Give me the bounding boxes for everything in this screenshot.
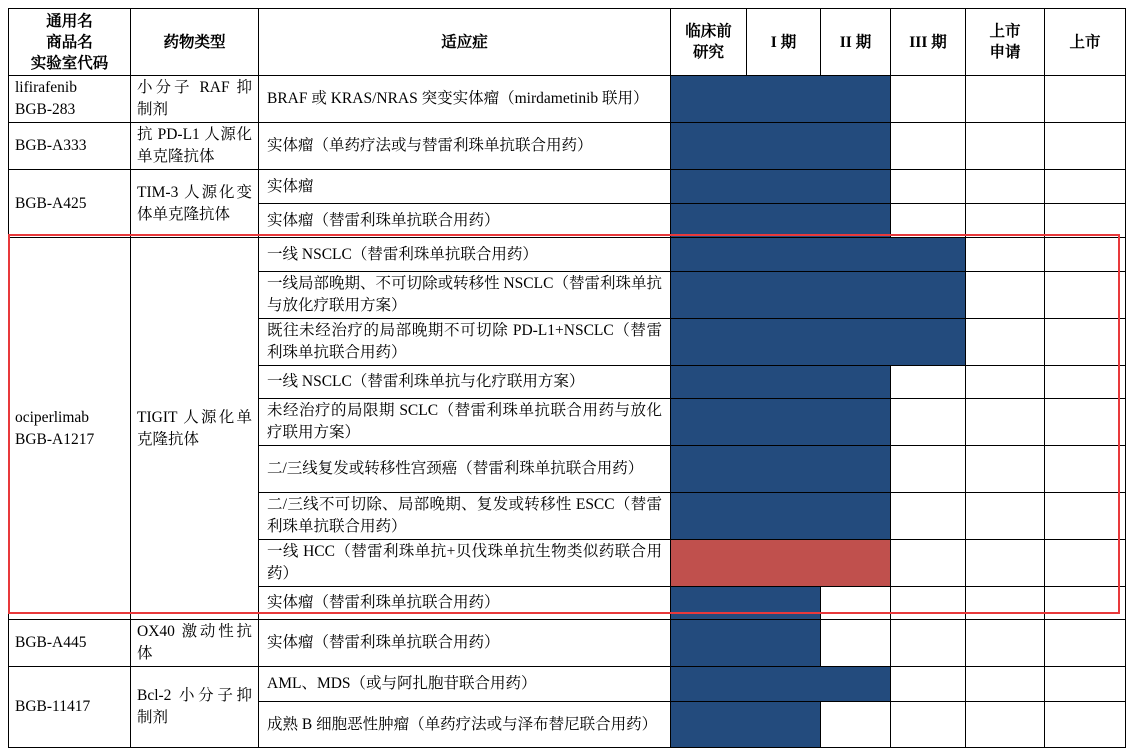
indication: 一线 NSCLC（替雷利珠单抗联合用药）	[259, 238, 671, 272]
phase-progress-bar	[821, 399, 891, 446]
phase-cell-empty	[891, 620, 966, 667]
phase-cell-empty	[1045, 76, 1126, 123]
phase-progress-bar	[821, 238, 891, 272]
phase-progress-bar	[821, 366, 891, 399]
indication: AML、MDS（或与阿扎胞苷联合用药）	[259, 667, 671, 702]
phase-progress-bar	[747, 540, 821, 587]
phase-progress-bar	[747, 319, 821, 366]
phase-cell-empty	[966, 170, 1045, 204]
phase-progress-bar	[821, 319, 891, 366]
phase-progress-bar	[671, 399, 747, 446]
header-phase-1: I 期	[747, 9, 821, 76]
indication: 既往未经治疗的局部晚期不可切除 PD-L1+NSCLC（替雷利珠单抗联合用药）	[259, 319, 671, 366]
indication: BRAF 或 KRAS/NRAS 突变实体瘤（mirdametinib 联用）	[259, 76, 671, 123]
phase-cell-empty	[1045, 204, 1126, 238]
phase-cell-empty	[821, 587, 891, 620]
phase-progress-bar	[821, 540, 891, 587]
phase-cell-empty	[966, 587, 1045, 620]
drug-type: 抗 PD-L1 人源化单克隆抗体	[131, 123, 259, 170]
phase-cell-empty	[1045, 238, 1126, 272]
header-name-line: 实验室代码	[30, 54, 109, 72]
phase-cell-empty	[891, 123, 966, 170]
phase-cell-empty	[966, 702, 1045, 748]
phase-progress-bar	[821, 204, 891, 238]
phase-cell-empty	[891, 587, 966, 620]
phase-cell-empty	[966, 123, 1045, 170]
phase-cell-empty	[891, 446, 966, 493]
drug-type: 小分子 RAF 抑制剂	[131, 76, 259, 123]
phase-progress-bar	[747, 620, 821, 667]
phase-cell-empty	[966, 620, 1045, 667]
drug-name-line: BGB-283	[15, 101, 76, 118]
header-phase-preclinical	[671, 9, 747, 76]
phase-cell-empty	[966, 238, 1045, 272]
pipeline-body	[9, 76, 1126, 748]
phase-cell-empty	[891, 540, 966, 587]
phase-progress-bar	[671, 123, 747, 170]
phase-progress-bar	[671, 76, 747, 123]
phase-progress-bar	[821, 76, 891, 123]
phase-cell-empty	[1045, 620, 1126, 667]
header-name	[9, 9, 131, 76]
table-row	[9, 238, 1126, 272]
phase-progress-bar	[671, 667, 747, 702]
header-phase-line: 上市	[989, 23, 1021, 40]
phase-cell-empty	[1045, 667, 1126, 702]
phase-progress-bar	[821, 667, 891, 702]
drug-name-cell	[9, 76, 131, 123]
drug-name-line: BGB-11417	[15, 698, 91, 715]
drug-type: OX40 激动性抗体	[131, 620, 259, 667]
phase-progress-bar	[747, 170, 821, 204]
phase-progress-bar	[747, 76, 821, 123]
indication: 一线 NSCLC（替雷利珠单抗与化疗联用方案）	[259, 366, 671, 399]
drug-name-line: BGB-A333	[15, 137, 87, 154]
phase-progress-bar	[747, 204, 821, 238]
phase-cell-empty	[966, 399, 1045, 446]
phase-cell-empty	[821, 702, 891, 748]
header-phase-line: 研究	[692, 44, 724, 61]
phase-progress-bar	[747, 272, 821, 319]
drug-name-line: BGB-A445	[15, 634, 87, 651]
phase-progress-bar	[891, 272, 966, 319]
phase-progress-bar	[821, 170, 891, 204]
phase-progress-bar	[671, 587, 747, 620]
drug-type: TIM-3 人源化变体单克隆抗体	[131, 170, 259, 238]
phase-cell-empty	[1045, 170, 1126, 204]
phase-progress-bar	[891, 319, 966, 366]
phase-cell-empty	[891, 667, 966, 702]
drug-name-cell	[9, 620, 131, 667]
indication: 实体瘤	[259, 170, 671, 204]
phase-cell-empty	[891, 76, 966, 123]
phase-cell-empty	[891, 399, 966, 446]
table-row	[9, 123, 1126, 170]
phase-progress-bar	[821, 493, 891, 540]
phase-progress-bar	[671, 170, 747, 204]
drug-name-cell	[9, 123, 131, 170]
phase-progress-bar	[747, 667, 821, 702]
header-row	[9, 9, 1126, 76]
indication: 实体瘤（替雷利珠单抗联合用药）	[259, 587, 671, 620]
phase-cell-empty	[891, 366, 966, 399]
indication: 成熟 B 细胞恶性肿瘤（单药疗法或与泽布替尼联合用药）	[259, 702, 671, 748]
drug-type: TIGIT 人源化单克隆抗体	[131, 238, 259, 620]
phase-progress-bar	[747, 493, 821, 540]
phase-cell-empty	[966, 204, 1045, 238]
table-row	[9, 76, 1126, 123]
phase-progress-bar	[671, 238, 747, 272]
phase-progress-bar	[671, 366, 747, 399]
phase-progress-bar	[821, 272, 891, 319]
phase-progress-bar	[671, 319, 747, 366]
phase-progress-bar	[671, 493, 747, 540]
phase-cell-empty	[891, 204, 966, 238]
header-name-line: 商品名	[46, 33, 93, 51]
drug-name-line: BGB-A425	[15, 194, 87, 212]
indication: 二/三线不可切除、局部晚期、复发或转移性 ESCC（替雷利珠单抗联合用药）	[259, 493, 671, 540]
indication: 实体瘤（替雷利珠单抗联合用药）	[259, 620, 671, 667]
phase-progress-bar	[747, 123, 821, 170]
header-phase-line: 申请	[989, 44, 1021, 61]
drug-name-cell	[9, 667, 131, 748]
phase-progress-bar	[671, 204, 747, 238]
phase-progress-bar	[747, 238, 821, 272]
header-phase-3: III 期	[891, 9, 966, 76]
phase-cell-empty	[966, 540, 1045, 587]
phase-cell-empty	[966, 446, 1045, 493]
phase-cell-empty	[1045, 366, 1126, 399]
phase-cell-empty	[1045, 272, 1126, 319]
header-type: 药物类型	[131, 9, 259, 76]
phase-progress-bar	[747, 702, 821, 748]
indication: 二/三线复发或转移性宫颈癌（替雷利珠单抗联合用药）	[259, 446, 671, 493]
header-phase-line: 临床前	[685, 23, 732, 40]
phase-progress-bar	[671, 702, 747, 748]
phase-cell-empty	[1045, 493, 1126, 540]
header-phase-launched: 上市	[1045, 9, 1126, 76]
phase-cell-empty	[891, 702, 966, 748]
phase-cell-empty	[1045, 319, 1126, 366]
phase-progress-bar	[671, 620, 747, 667]
header-name-line: 通用名	[46, 12, 93, 30]
phase-cell-empty	[966, 493, 1045, 540]
phase-cell-empty	[1045, 399, 1126, 446]
indication: 实体瘤（替雷利珠单抗联合用药）	[259, 204, 671, 238]
drug-name-line: ociperlimab	[15, 408, 90, 426]
drug-name-line: lifirafenib	[15, 79, 77, 96]
phase-progress-bar	[891, 238, 966, 272]
phase-progress-bar	[747, 587, 821, 620]
phase-cell-empty	[966, 76, 1045, 123]
phase-progress-bar	[747, 399, 821, 446]
table-row	[9, 667, 1126, 702]
phase-cell-empty	[966, 272, 1045, 319]
phase-cell-empty	[1045, 587, 1126, 620]
table-row	[9, 620, 1126, 667]
drug-name-cell	[9, 170, 131, 238]
indication: 一线局部晚期、不可切除或转移性 NSCLC（替雷利珠单抗与放化疗联用方案）	[259, 272, 671, 319]
drug-name-line: BGB-A1217	[15, 430, 95, 448]
drug-name-cell	[9, 238, 131, 620]
phase-progress-bar	[747, 366, 821, 399]
phase-progress-bar	[821, 446, 891, 493]
phase-cell-empty	[1045, 123, 1126, 170]
phase-cell-empty	[966, 667, 1045, 702]
indication: 未经治疗的局限期 SCLC（替雷利珠单抗联合用药与放化疗联用方案）	[259, 399, 671, 446]
phase-cell-empty	[966, 366, 1045, 399]
phase-progress-bar	[671, 540, 747, 587]
phase-progress-bar	[821, 123, 891, 170]
phase-progress-bar	[671, 272, 747, 319]
phase-cell-empty	[821, 620, 891, 667]
phase-cell-empty	[1045, 446, 1126, 493]
pipeline-table	[8, 8, 1126, 748]
drug-type: Bcl-2 小分子抑制剂	[131, 667, 259, 748]
phase-progress-bar	[747, 446, 821, 493]
phase-cell-empty	[1045, 702, 1126, 748]
indication: 实体瘤（单药疗法或与替雷利珠单抗联合用药）	[259, 123, 671, 170]
phase-cell-empty	[891, 493, 966, 540]
header-indication: 适应症	[259, 9, 671, 76]
header-phase-2: II 期	[821, 9, 891, 76]
header-phase-filing	[966, 9, 1045, 76]
phase-cell-empty	[1045, 540, 1126, 587]
phase-cell-empty	[966, 319, 1045, 366]
table-row	[9, 170, 1126, 204]
indication: 一线 HCC（替雷利珠单抗+贝伐珠单抗生物类似药联合用药）	[259, 540, 671, 587]
phase-progress-bar	[671, 446, 747, 493]
phase-cell-empty	[891, 170, 966, 204]
